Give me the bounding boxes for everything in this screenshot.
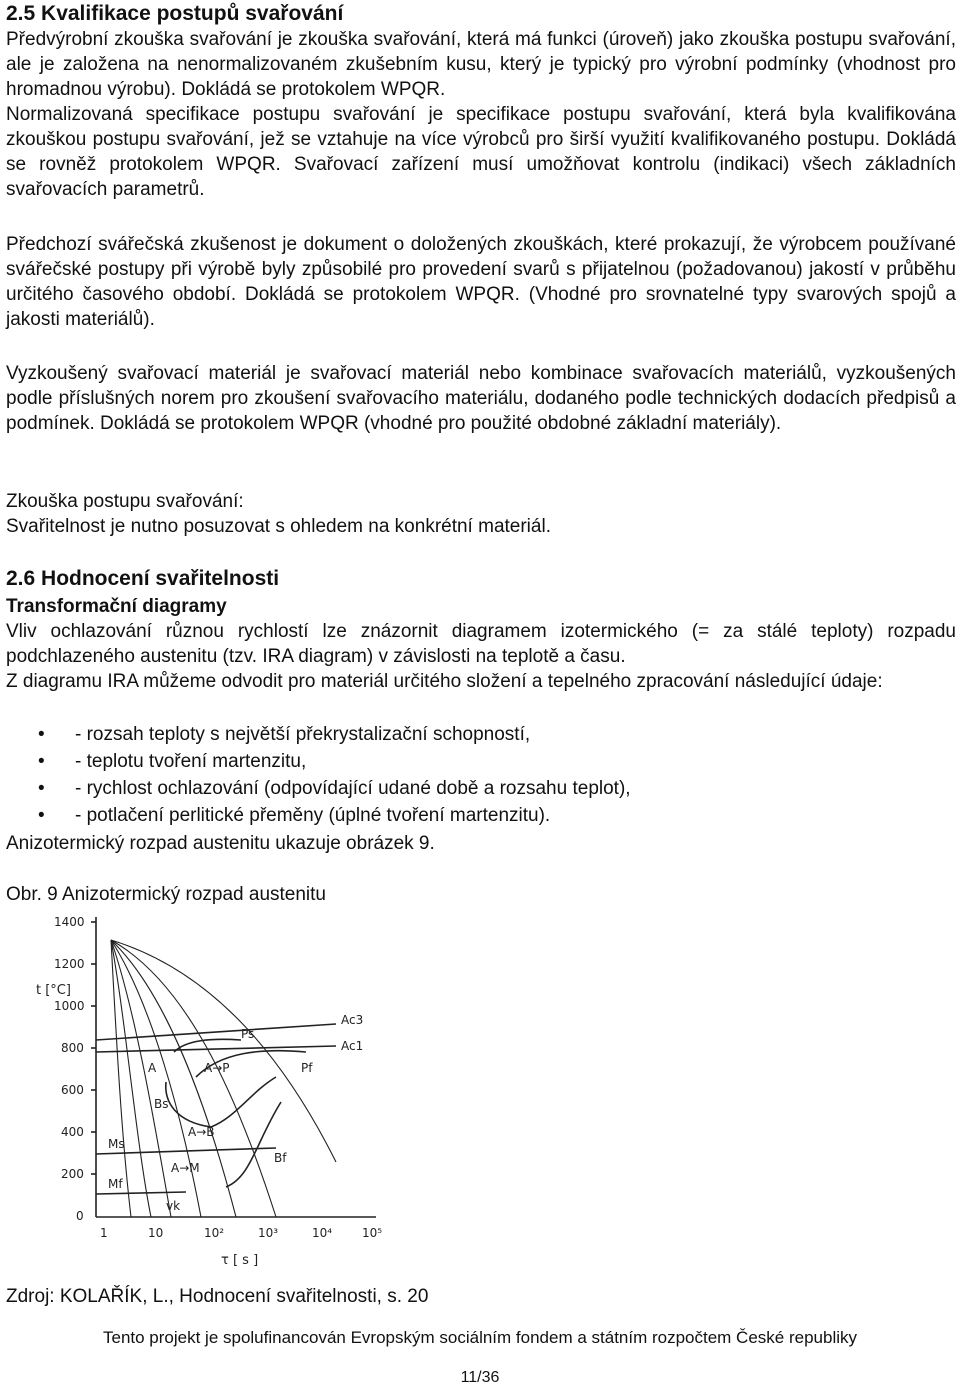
- paragraph-previous-experience: [6, 232, 956, 332]
- subsection-heading: Transformační diagramy: [6, 596, 227, 617]
- label-pf: Pf: [301, 1061, 313, 1075]
- label-ab: A→B: [188, 1125, 215, 1139]
- label-a: A: [148, 1061, 157, 1075]
- bullet-icon: •: [38, 724, 45, 745]
- y-axis-label: t [°C]: [36, 983, 71, 998]
- list-item: • - rozsah teploty s největší překrystalizační schopností,: [6, 721, 956, 748]
- paragraph-text: Anizotermický rozpad austenitu ukazuje obrázek 9.: [6, 833, 435, 854]
- paragraph-figure-ref: [6, 831, 956, 856]
- y-tick: 800: [61, 1041, 84, 1055]
- paragraph-text: Předvýrobní zkouška svařování je zkouška svařování, která má funkci (úroveň) jako zkouška postupu svařování, ale je založena na nenormalizovaném zkušebním kusu, který je typický pro výrobní podmínky (vhodnost pro hromadnou výrobu). Dokládá se protokolem WPQR.: [6, 29, 956, 100]
- paragraph-text: Předchozí svářečská zkušenost je dokument o doložených zkouškách, které prokazují, že výrobcem používané svářečské postupy při výrobě byly způsobilé pro provedení svarů s přijatelnou (požadovanou) jakostí v průběhu určitého časového období. Dokládá se protokolem WPQR. (Vhodné pro srovnatelné typy svarových spojů a jakosti materiálů).: [6, 234, 956, 330]
- page-number: 11/36: [460, 1369, 500, 1386]
- list-item: • - rychlost ochlazování (odpovídající udané době a rozsahu teplot),: [6, 775, 956, 802]
- x-tick: 10⁵: [362, 1226, 383, 1240]
- bullet-icon: •: [38, 751, 45, 772]
- label-bf: Bf: [274, 1151, 287, 1165]
- figure-caption: [6, 882, 956, 907]
- y-tick: 600: [61, 1083, 84, 1097]
- label-ms: Ms: [108, 1137, 125, 1151]
- label-vk: vk: [166, 1199, 181, 1213]
- y-tick: 1200: [54, 957, 85, 971]
- mf-line: [96, 1192, 186, 1194]
- bainite-nose: [211, 1077, 276, 1127]
- paragraph-procedure-test: [6, 489, 956, 539]
- label-ac3: Ac3: [341, 1013, 364, 1027]
- ac3-line: [96, 1024, 336, 1040]
- x-tick: 1: [100, 1226, 108, 1240]
- section-heading-2-6: 2.6 Hodnocení svařitelnosti: [6, 567, 280, 590]
- cct-diagram: [36, 912, 466, 1282]
- x-axis-label: τ [ s ]: [221, 1253, 259, 1268]
- paragraph-text: Vyzkoušený svařovací materiál je svařovací materiál nebo kombinace svařovacích materiálů, vyzkoušených podle příslušných norem pro zkoušení svařovacího materiálu, dodaného podle technických dodacích předpisů a podmínek. Dokládá se protokolem WPQR (vhodné pro použité obdobné základní materiály).: [6, 363, 956, 434]
- paragraph-text: Vliv ochlazování různou rychlostí lze znázornit diagramem izotermického (= za stálé teploty) rozpadu podchlazeného austenitu (tzv. IRA diagram) v závislosti na teplotě a času.: [6, 621, 956, 667]
- paragraph-text: Svařitelnost je nutno posuzovat s ohledem na konkrétní materiál.: [6, 516, 551, 537]
- list-item: • - potlačení perlitické přeměny (úplné tvoření martenzitu).: [6, 802, 956, 829]
- y-tick: 1400: [54, 915, 85, 929]
- x-tick: 10: [148, 1226, 164, 1240]
- paragraph-tested-material: [6, 361, 956, 436]
- y-tick: 1000: [54, 999, 85, 1013]
- funding-footer: Tento projekt je spolufinancován Evropským sociálním fondem a státním rozpočtem České republiky: [102, 1328, 858, 1347]
- label-bs: Bs: [154, 1097, 169, 1111]
- bf-curve: [226, 1102, 281, 1187]
- x-tick: 10²: [204, 1226, 225, 1240]
- figure-source: [6, 1284, 956, 1309]
- list-item: • - teplotu tvoření martenzitu,: [6, 748, 956, 775]
- bullet-list: [6, 721, 956, 829]
- y-tick: 200: [61, 1167, 84, 1181]
- paragraph-transformation: [6, 594, 956, 694]
- bullet-icon: •: [38, 778, 45, 799]
- paragraph-text: Z diagramu IRA můžeme odvodit pro materiál určitého složení a tepelného zpracování následující údaje:: [6, 671, 883, 692]
- cooling-curves: [111, 940, 336, 1217]
- bullet-icon: •: [38, 805, 45, 826]
- x-tick: 10⁴: [312, 1226, 333, 1240]
- label-am: A→M: [171, 1161, 200, 1175]
- bs-curve: [166, 1082, 211, 1127]
- y-tick: 0: [76, 1209, 84, 1223]
- y-tick: 400: [61, 1125, 84, 1139]
- label-mf: Mf: [108, 1177, 123, 1191]
- caption-text: Obr. 9 Anizotermický rozpad austenitu: [6, 884, 326, 905]
- source-text: Zdroj: KOLAŘÍK, L., Hodnocení svařitelnosti, s. 20: [6, 1286, 429, 1307]
- section-heading-2-5: 2.5 Kvalifikace postupů svařování: [6, 2, 344, 25]
- paragraph-text: Zkouška postupu svařování:: [6, 491, 244, 512]
- x-tick: 10³: [258, 1226, 279, 1240]
- label-ps: Ps: [241, 1027, 255, 1041]
- label-ap: A→P: [204, 1061, 230, 1075]
- paragraph-text: Normalizovaná specifikace postupu svařování je specifikace postupu svařování, která byla kvalifikována zkouškou postupu svařování, jež se vztahuje na více výrobců pro širší využití kvalifikovaného postupu. Dokládá se rovněž protokolem WPQR. Svařovací zařízení musí umožňovat kontrolu (indikaci) všech základních svařovacích parametrů.: [6, 104, 956, 200]
- paragraph-pre-production-test: [6, 27, 956, 202]
- label-ac1: Ac1: [341, 1039, 364, 1053]
